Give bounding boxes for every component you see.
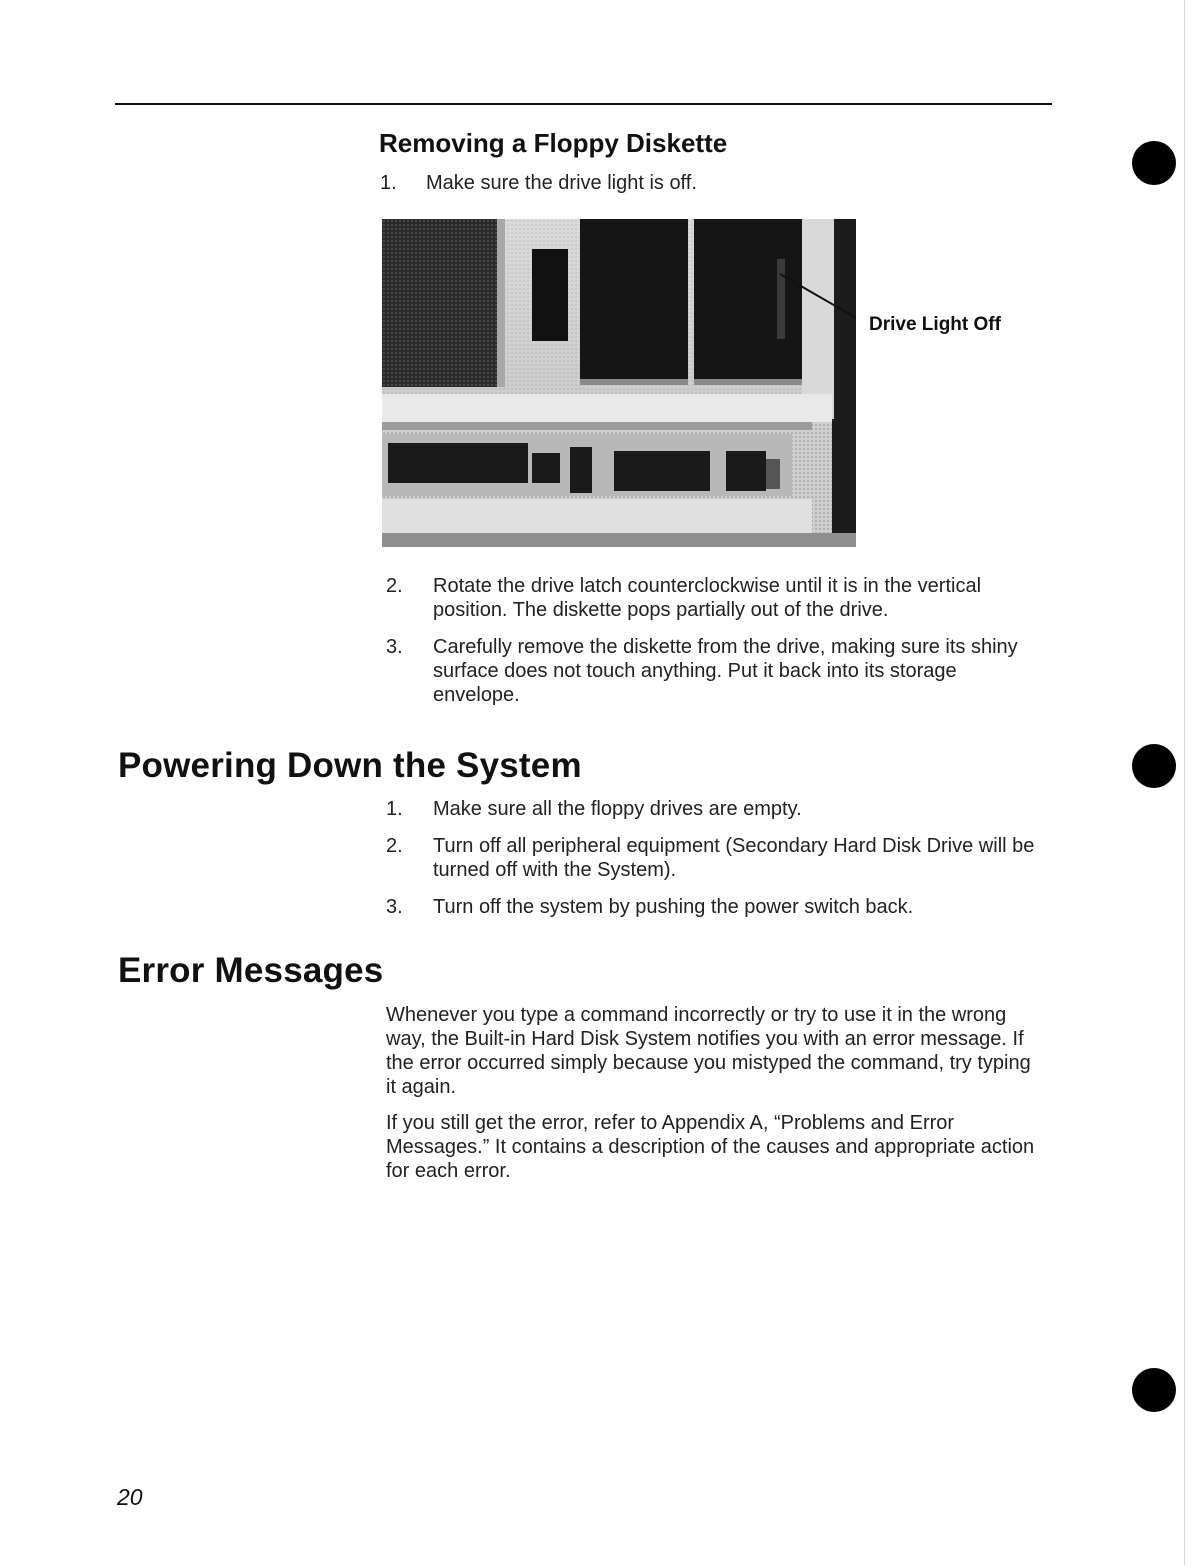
- punch-hole-middle: [1132, 744, 1176, 788]
- step-text: Turn off all peripheral equipment (Secondary Hard Disk Drive will be turned off with the System).: [433, 835, 1035, 881]
- step-number: 3.: [386, 896, 403, 918]
- power-step-3: [386, 895, 1056, 919]
- page-number: 20: [117, 1484, 143, 1510]
- section-title-errors: Error Messages: [118, 951, 384, 990]
- step-number: 2.: [386, 835, 403, 857]
- floppy-step-3: [386, 635, 1056, 707]
- section-title-floppy: Removing a Floppy Diskette: [379, 128, 728, 158]
- drive-light-callout: Drive Light Off: [869, 314, 1001, 335]
- step-number: 3.: [386, 636, 403, 658]
- step-text: Rotate the drive latch counterclockwise until it is in the vertical position. The diskette pops partially out of the drive.: [433, 575, 982, 621]
- step-text: Make sure all the floppy drives are empty.: [433, 798, 802, 820]
- top-rule: [115, 103, 1052, 105]
- step-text: Turn off the system by pushing the power switch back.: [433, 896, 914, 918]
- step-number: 2.: [386, 575, 403, 597]
- step-text: Carefully remove the diskette from the drive, making sure its shiny surface does not touch anything. Put it back into its storage envelope.: [433, 636, 1018, 706]
- floppy-step-2: [386, 574, 1056, 622]
- power-step-2: [386, 834, 1056, 882]
- errors-paragraph-1: Whenever you type a command incorrectly or try to use it in the wrong way, the Built-in Hard Disk System notifies you with an error message. If the error occurred simply because you mistyped the command, try typing it again.: [386, 1004, 1031, 1098]
- punch-hole-bottom: [1132, 1368, 1176, 1412]
- floppy-step-1: [380, 171, 1040, 195]
- drive-photo: [382, 219, 856, 547]
- power-step-1: [386, 797, 1056, 821]
- step-number: 1.: [386, 798, 403, 820]
- punch-hole-top: [1132, 141, 1176, 185]
- step-text: Make sure the drive light is off.: [426, 172, 697, 194]
- section-title-power: Powering Down the System: [118, 746, 582, 785]
- page-edge: [1184, 0, 1185, 1565]
- step-number: 1.: [380, 172, 397, 194]
- errors-paragraph-2: If you still get the error, refer to Appendix A, “Problems and Error Messages.” It contains a description of the causes and appropriate action for each error.: [386, 1112, 1035, 1182]
